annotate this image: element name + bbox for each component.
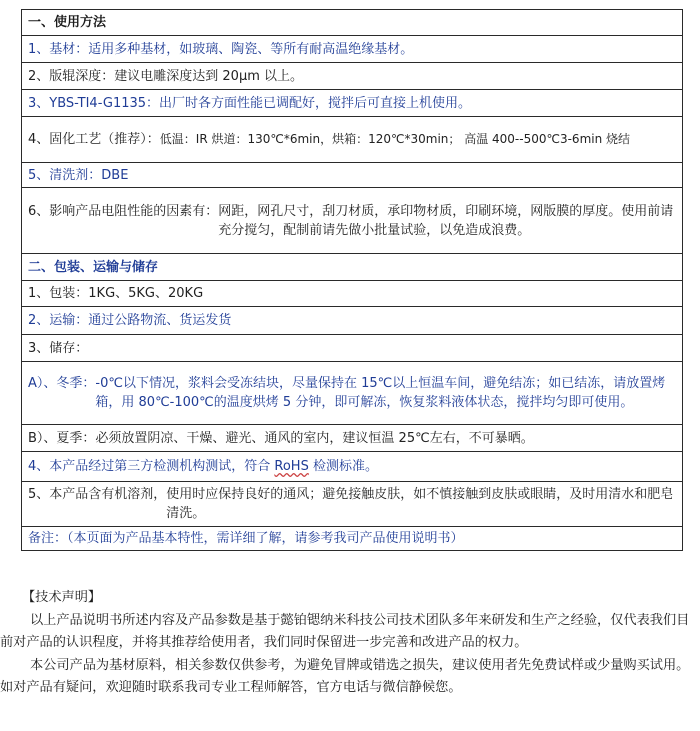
section-2-heading: 二、包装、运输与储存 bbox=[22, 254, 683, 281]
cure-text: 低温：IR 烘道：130℃*6min，烘箱：120℃*30min； 高温 400--500℃3-6min 烧结 bbox=[159, 132, 631, 146]
factors-row bbox=[22, 188, 683, 254]
tech-paragraph-2: 本公司产品为基材原料，相关参数仅供参考，为避免冒牌或错选之损失，建议使用者先免费试样或少量购买试用。如对产品有疑问，欢迎随时联系我司专业工程师解答，官方电话与微信静候您。 bbox=[0, 657, 690, 695]
winter-row bbox=[22, 362, 683, 425]
factors-text: 网距，网孔尺寸，刮刀材质，承印物材质，印刷环境，网版膜的厚度。使用前请充分搅匀，配制前请先做小批量试验，以免造成浪费。 bbox=[218, 203, 674, 238]
cleaning-row: 5、清洗剂：DBE bbox=[22, 163, 683, 188]
summer-label: B）、夏季： bbox=[28, 430, 96, 446]
section-1-heading: 一、使用方法 bbox=[22, 10, 683, 36]
technical-statement bbox=[0, 587, 700, 700]
spec-table bbox=[21, 9, 683, 551]
tech-heading: 【技术声明】 bbox=[22, 590, 102, 605]
certified-pre: 4、本产品经过第三方检测机构测试，符合 bbox=[28, 459, 275, 474]
certified-row bbox=[22, 452, 683, 482]
storage-row: 3、储存： bbox=[22, 335, 683, 362]
transport-row: 2、运输：通过公路物流、货运发货 bbox=[22, 307, 683, 335]
solvent-label: 5、本产品含有机溶剂， bbox=[28, 487, 167, 502]
solvent-row bbox=[22, 482, 683, 527]
summer-text: 必须放置阴凉、干燥、避光、通风的室内，建议恒温 25℃左右，不可暴晒。 bbox=[95, 430, 534, 446]
cure-label: 4、固化工艺（推荐）： bbox=[28, 132, 160, 147]
solvent-text: 使用时应保持良好的通风；避免接触皮肤，如不慎接触到皮肤或眼睛，及时用清水和肥皂清洗。 bbox=[166, 487, 674, 521]
depth-row: 2、版辊深度：建议电雕深度达到 20μm 以上。 bbox=[22, 63, 683, 90]
factors-label: 6、影响产品电阻性能的因素有： bbox=[28, 203, 219, 219]
packing-row: 1、包装：1KG、5KG、20KG bbox=[22, 281, 683, 307]
tech-paragraph-1: 以上产品说明书所述内容及产品参数是基于懿铂锶纳米科技公司技术团队多年来研发和生产之经验，仅代表我们目前对产品的认识程度，并将其推荐给使用者，我们同时保留进一步完善和改进产品的权力。 bbox=[0, 612, 690, 650]
winter-text: -0℃以下情况，浆料会受冻结块，尽量保持在 15℃以上恒温车间，避免结冻；如已结冻，请放置烤箱，用 80℃-100℃的温度烘烤 5 分钟，即可解冻，恢复浆料液体状态，搅拌均匀即可使用。 bbox=[95, 376, 666, 410]
summer-row bbox=[22, 425, 683, 452]
substrate-row: 1、基材：适用多种基材，如玻璃、陶瓷、等所有耐高温绝缘基材。 bbox=[22, 36, 683, 63]
model-row: 3、YBS-TI4-G1135：出厂时各方面性能已调配好，搅拌后可直接上机使用。 bbox=[22, 90, 683, 117]
rohs-term: RoHS bbox=[274, 459, 309, 474]
cure-row bbox=[22, 117, 683, 163]
winter-label: A）、冬季： bbox=[28, 376, 96, 391]
certified-post: 检测标准。 bbox=[308, 459, 378, 474]
note-row: 备注：（本页面为产品基本特性，需详细了解，请参考我司产品使用说明书） bbox=[22, 527, 683, 551]
